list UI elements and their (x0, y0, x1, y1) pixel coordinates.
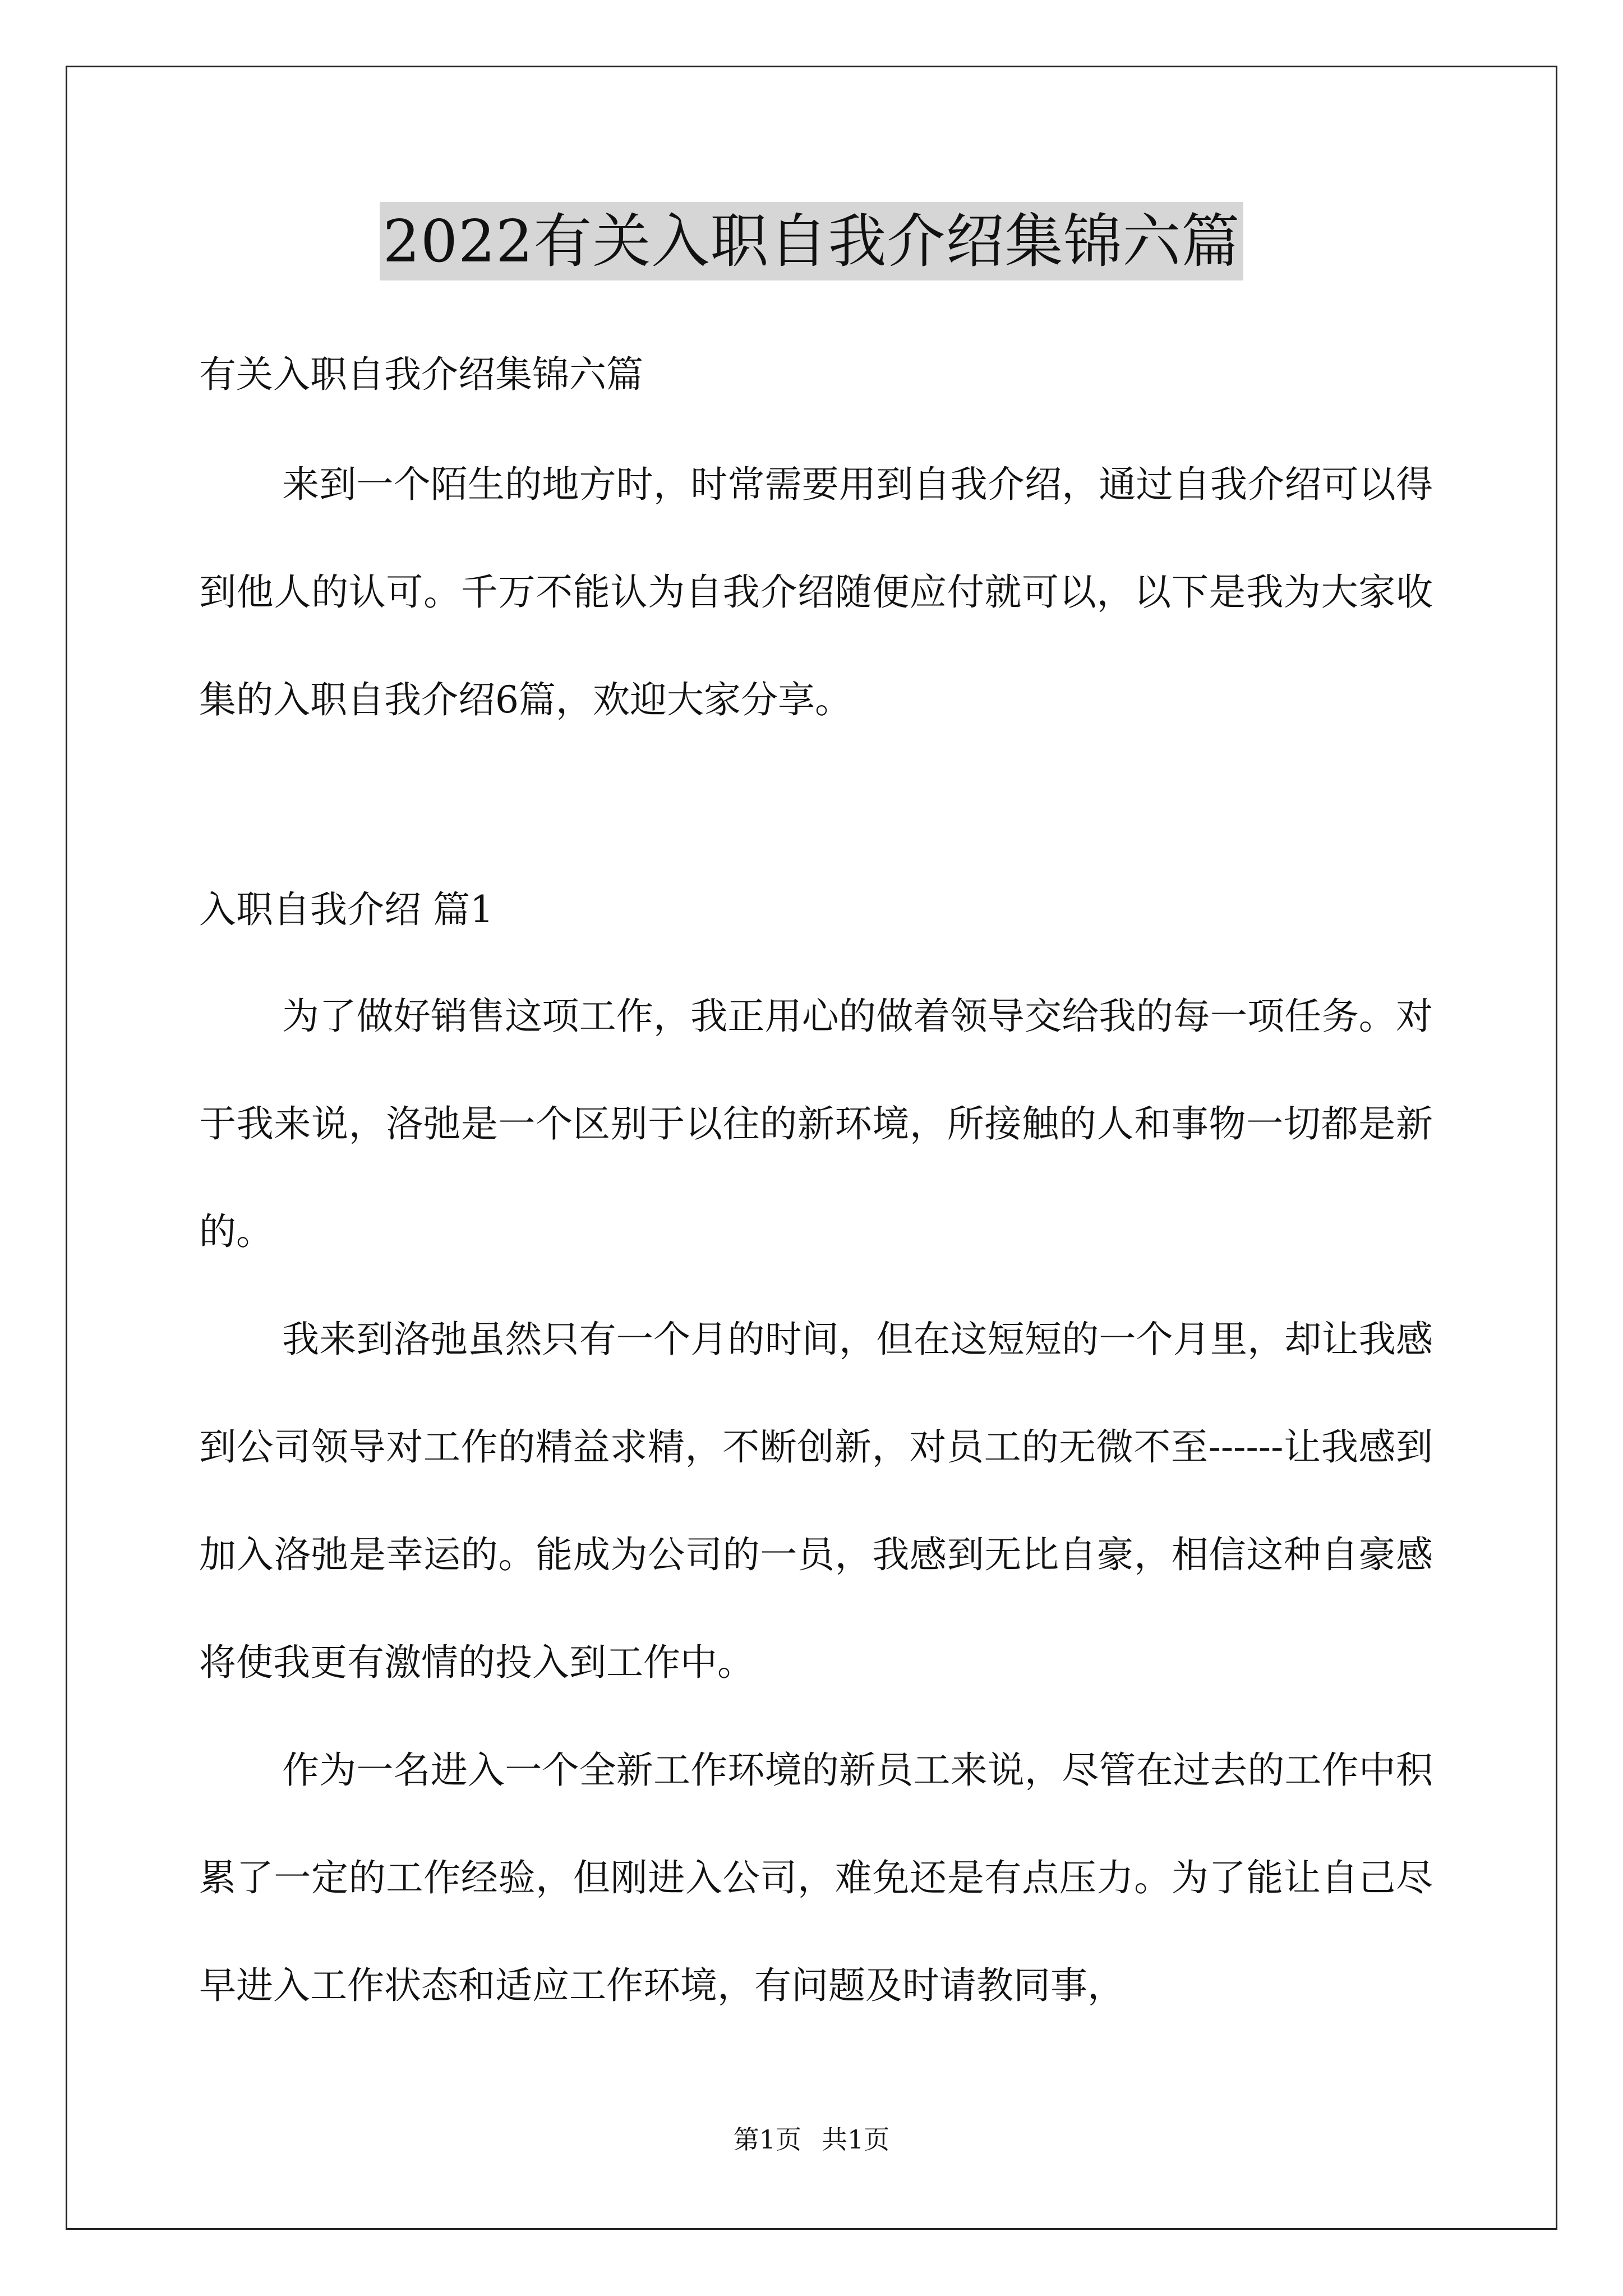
document-title: 2022有关入职自我介绍集锦六篇 (380, 202, 1244, 280)
page-total: 共1页 (822, 2124, 890, 2155)
document-subtitle: 有关入职自我介绍集锦六篇 (199, 353, 643, 396)
page-number: 第1页 (733, 2124, 801, 2155)
body-paragraph: 我来到洛弛虽然只有一个月的时间，但在这短短的一个月里，却让我感到公司领导对工作的精益求精，不断创新，对员工的无微不至------让我感到加入洛弛是幸运的。能成为公司的一员，我感到无比自豪，相信这种自豪感将使我更有激情的投入到工作中。 (199, 1318, 1433, 1684)
body-paragraph: 作为一名进入一个全新工作环境的新员工来说，尽管在过去的工作中积累了一定的工作经验，但刚进入公司，难免还是有点压力。为了能让自己尽早进入工作状态和适应工作环境，有问题及时请教同事， (199, 1749, 1433, 2007)
page-footer (0, 2123, 1623, 2156)
intro-paragraph: 来到一个陌生的地方时，时常需要用到自我介绍，通过自我介绍可以得到他人的认可。千万不能认为自我介绍随便应付就可以，以下是我为大家收集的入职自我介绍6篇，欢迎大家分享。 (199, 463, 1433, 721)
title-container (0, 202, 1623, 280)
document-body (199, 348, 1433, 2040)
body-paragraph: 为了做好销售这项工作，我正用心的做着领导交给我的每一项任务。对于我来说，洛弛是一个区别于以往的新环境，所接触的人和事物一切都是新的。 (199, 995, 1433, 1253)
section-heading: 入职自我介绍 篇1 (199, 888, 494, 931)
